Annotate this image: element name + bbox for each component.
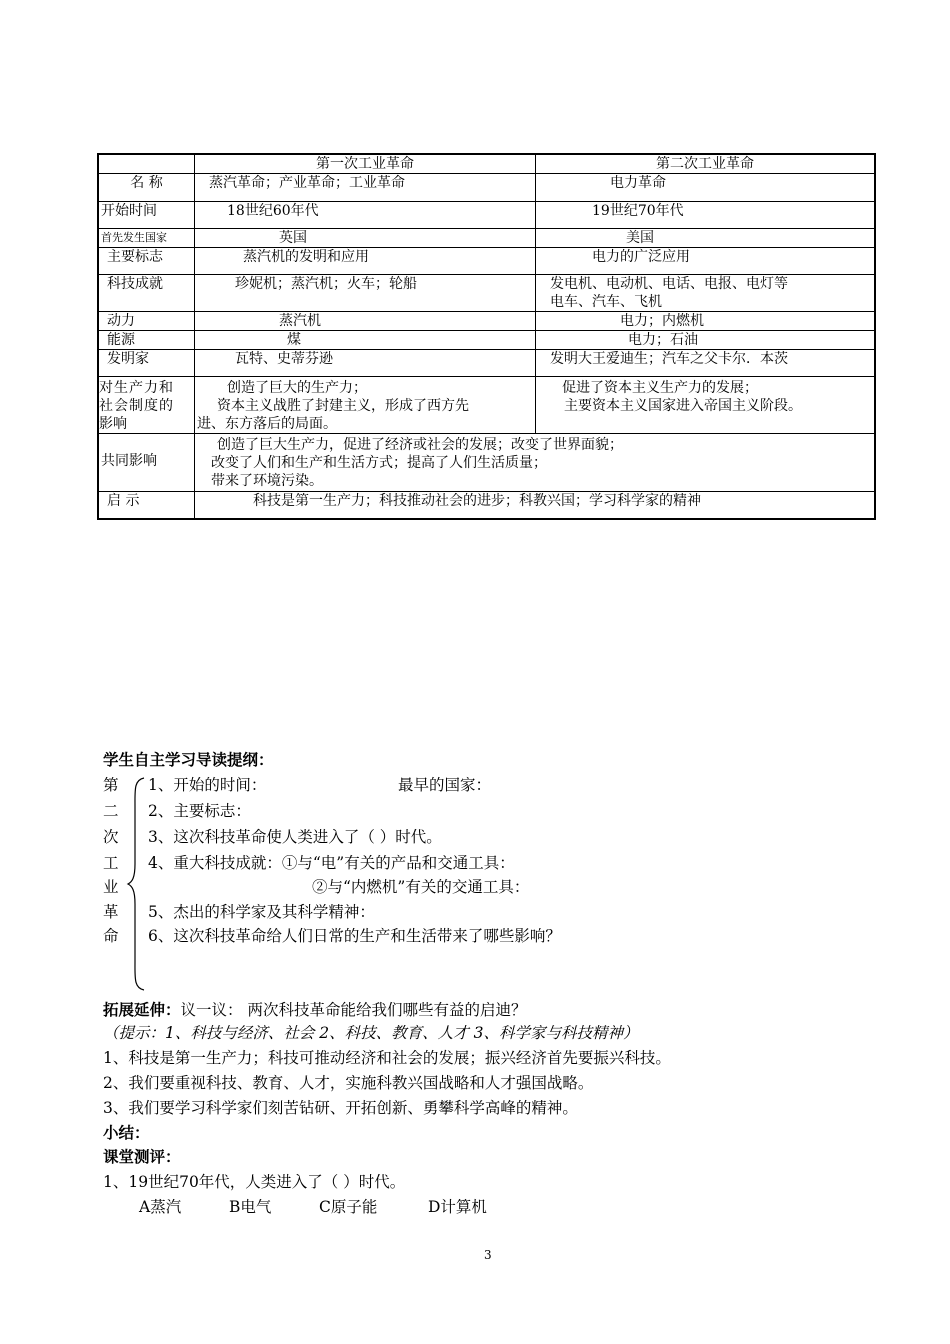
- cell-first: 珍妮机；蒸汽机；火车；轮船: [195, 275, 536, 312]
- summary-title: 小结：: [103, 1123, 150, 1142]
- label-line: 对生产力和: [99, 380, 174, 396]
- extension-point: 2、我们要重视科技、教育、人才，实施科教兴国战略和人才强国战略。: [103, 1074, 594, 1092]
- cell-line: 主要资本主义国家进入帝国主义阶段。: [564, 398, 802, 414]
- row-label: 主要标志: [98, 248, 195, 275]
- cell-second: 美国: [536, 229, 876, 248]
- lesson-cell: 科技是第一生产力；科技推动社会的进步；科教兴国；学习科学家的精神: [195, 492, 876, 519]
- extension-line: [103, 1000, 526, 1020]
- extension-point: 3、我们要学习科学家们刻苦钻研、开拓创新、勇攀科学高峰的精神。: [103, 1099, 578, 1117]
- test-question: 1、19世纪70年代，人类进入了（ ）时代。: [103, 1173, 406, 1191]
- cell-line: 创造了巨大生产力，促进了经济或社会的发展；改变了世界面貌；: [217, 437, 623, 453]
- guide-item: 1、开始的时间：: [148, 776, 267, 794]
- vertical-char: 第: [103, 776, 119, 794]
- header-first: 第一次工业革命: [195, 154, 536, 174]
- row-label: [98, 377, 195, 434]
- guide-item: 6、这次科技革命给人们日常的生产和生活带来了哪些影响？: [148, 927, 561, 945]
- cell-first: [195, 377, 536, 434]
- cell-first: 蒸汽机的发明和应用: [195, 248, 536, 275]
- common-impact-cell: [195, 434, 876, 492]
- header-empty: [98, 154, 195, 174]
- guide-item: 5、杰出的科学家及其科学精神：: [148, 903, 375, 921]
- test-title: 课堂测评：: [103, 1147, 181, 1166]
- vertical-char: 二: [103, 802, 119, 820]
- extension-hint: （提示：1、科技与经济、社会 2、科技、教育、人才 3、科学家与科技精神）: [103, 1024, 639, 1042]
- comparison-table: [97, 153, 876, 520]
- extension-title: 拓展延伸：: [103, 1000, 181, 1019]
- cell-line: 资本主义战胜了封建主义，形成了西方先: [217, 398, 469, 414]
- guide-item: 2、主要标志：: [148, 802, 251, 820]
- cell-second: 发明大王爱迪生；汽车之父卡尔．本茨: [536, 350, 876, 377]
- cell-line: 改变了人们和生产和生活方式；提高了人们生活质量；: [211, 455, 547, 471]
- cell-first: 英国: [195, 229, 536, 248]
- row-label: 科技成就: [98, 275, 195, 312]
- option: C原子能: [319, 1198, 378, 1216]
- extension-point: 1、科技是第一生产力；科技可推动经济和社会的发展；振兴经济首先要振兴科技。: [103, 1049, 671, 1067]
- cell-line: 促进了资本主义生产力的发展；: [562, 380, 758, 396]
- cell-second: [536, 377, 876, 434]
- page-number: 3: [484, 1248, 492, 1262]
- cell-second: 电力；内燃机: [536, 312, 876, 331]
- cell-line: 进、东方落后的局面。: [197, 416, 337, 432]
- guide-item: 最早的国家：: [398, 776, 492, 794]
- cell-second: 电力的广泛应用: [536, 248, 876, 275]
- row-label: 发明家: [98, 350, 195, 377]
- guide-item: 3、这次科技革命使人类进入了（ ）时代。: [148, 828, 442, 846]
- guide-item: 4、重大科技成就：①与“电”有关的产品和交通工具：: [148, 854, 515, 872]
- option: D计算机: [428, 1198, 487, 1216]
- vertical-char: 工: [103, 854, 119, 872]
- cell-first: 瓦特、史蒂芬逊: [195, 350, 536, 377]
- vertical-char: 业: [103, 878, 119, 896]
- cell-second: 19世纪70年代: [536, 202, 876, 229]
- cell-first: 蒸汽革命；产业革命；工业革命: [195, 174, 536, 202]
- cell-line: 发电机、电动机、电话、电报、电灯等: [550, 276, 788, 292]
- vertical-char: 次: [103, 828, 119, 846]
- guide-item: ②与“内燃机”有关的交通工具：: [312, 878, 530, 896]
- row-label: 共同影响: [98, 434, 195, 492]
- option: B电气: [229, 1198, 272, 1216]
- option: A蒸汽: [139, 1198, 182, 1216]
- cell-first: 蒸汽机: [195, 312, 536, 331]
- row-label: 名 称: [98, 174, 195, 202]
- extension-question: 议一议： 两次科技革命能给我们哪些有益的启迪？: [180, 1001, 527, 1019]
- row-label: 开始时间: [98, 202, 195, 229]
- cell-second: [536, 275, 876, 312]
- label-line: 影响: [99, 416, 127, 432]
- guide-title: 学生自主学习导读提纲：: [103, 750, 274, 769]
- cell-line: 电车、汽车、飞机: [550, 294, 662, 310]
- row-label: 能源: [98, 331, 195, 350]
- cell-line: 带来了环境污染。: [211, 473, 323, 489]
- cell-first: 煤: [195, 331, 536, 350]
- row-label: 动力: [98, 312, 195, 331]
- cell-second: 电力革命: [536, 174, 876, 202]
- cell-first: 18世纪60年代: [195, 202, 536, 229]
- label-line: 社会制度的: [99, 398, 174, 414]
- left-brace: [126, 776, 148, 992]
- header-second: 第二次工业革命: [536, 154, 876, 174]
- row-label: 启 示: [98, 492, 195, 519]
- row-label: 首先发生国家: [98, 229, 195, 248]
- vertical-char: 革: [103, 903, 119, 921]
- cell-line: 创造了巨大的生产力；: [227, 380, 367, 396]
- vertical-char: 命: [103, 927, 119, 945]
- cell-second: 电力；石油: [536, 331, 876, 350]
